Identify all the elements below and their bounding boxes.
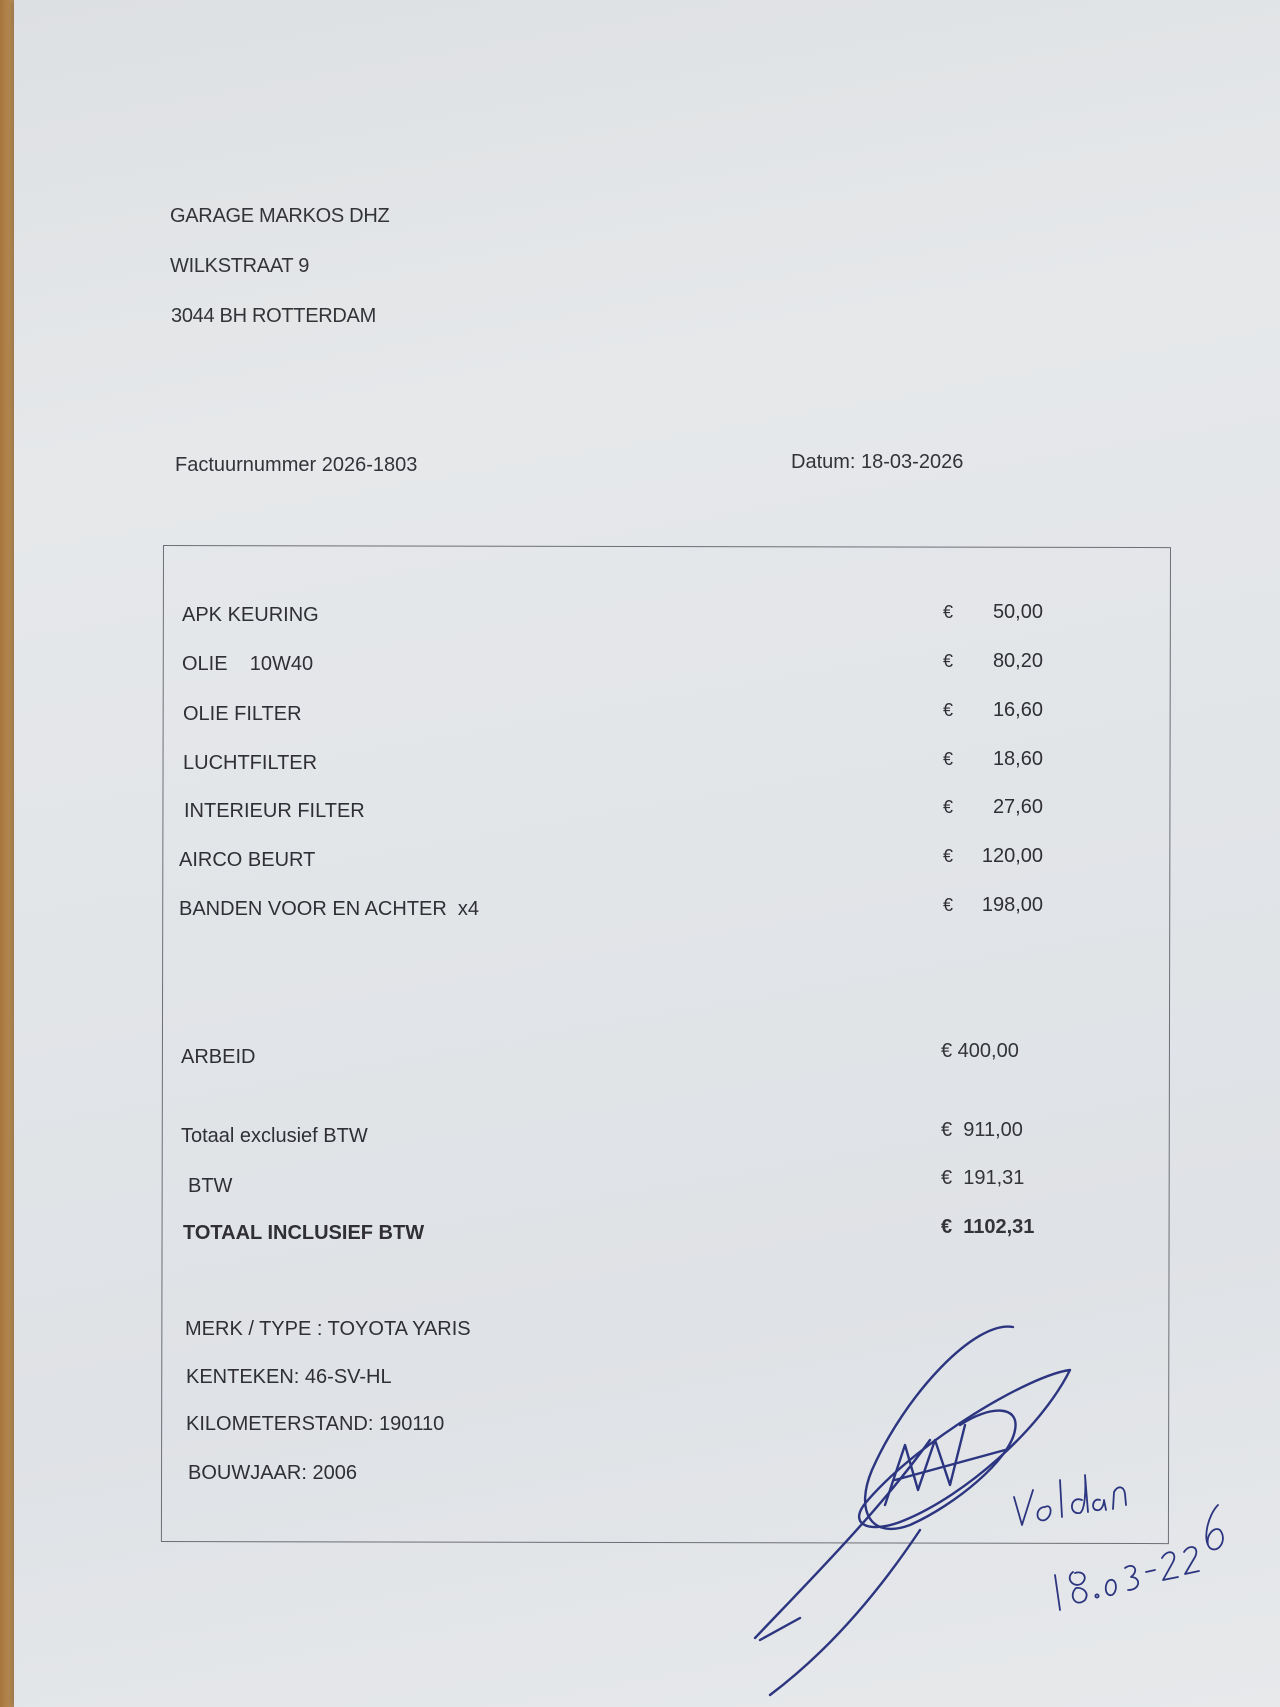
btw-value: € 191,31 <box>941 1167 1025 1189</box>
invoice-items-box <box>161 545 1171 1544</box>
total-excl-value: € 911,00 <box>941 1119 1023 1141</box>
item-amount: 80,20 <box>992 650 1043 672</box>
item-currency: € <box>943 651 954 671</box>
vehicle-mileage: KILOMETERSTAND: 190110 <box>186 1413 445 1435</box>
item-label: OLIE 10W40 <box>182 653 314 675</box>
item-amount: 198,00 <box>981 894 1043 916</box>
item-currency: € <box>943 749 954 769</box>
item-amount: 18,60 <box>992 748 1043 770</box>
labor-label: ARBEID <box>181 1046 256 1068</box>
total-incl-label: TOTAAL INCLUSIEF BTW <box>183 1222 425 1244</box>
labor-value: € 400,00 <box>941 1040 1019 1062</box>
item-label: INTERIEUR FILTER <box>184 800 365 822</box>
total-excl-label: Totaal exclusief BTW <box>181 1125 368 1147</box>
item-currency: € <box>943 797 954 817</box>
btw-label: BTW <box>188 1175 233 1197</box>
item-currency: € <box>943 700 954 720</box>
item-label: LUCHTFILTER <box>183 752 318 774</box>
item-label: OLIE FILTER <box>183 703 302 725</box>
item-label: BANDEN VOOR EN ACHTER x4 <box>179 898 480 920</box>
vehicle-make-type: MERK / TYPE : TOYOTA YARIS <box>185 1318 471 1340</box>
total-incl-value: € 1102,31 <box>941 1216 1035 1238</box>
vehicle-plate: KENTEKEN: 46-SV-HL <box>186 1366 392 1388</box>
item-label: APK KEURING <box>182 604 319 626</box>
item-amount: 50,00 <box>992 601 1043 623</box>
item-currency: € <box>943 602 954 622</box>
item-label: AIRCO BEURT <box>179 849 316 871</box>
item-currency: € <box>943 846 954 866</box>
company-name: GARAGE MARKOS DHZ <box>170 205 390 227</box>
item-currency: € <box>943 895 954 915</box>
item-amount: 120,00 <box>981 845 1043 867</box>
company-city: 3044 BH ROTTERDAM <box>171 305 376 327</box>
invoice-date: Datum: 18-03-2026 <box>791 451 964 473</box>
item-amount: 27,60 <box>992 796 1043 818</box>
item-amount: 16,60 <box>992 699 1043 721</box>
invoice-number: Factuurnummer 2026-1803 <box>175 454 418 476</box>
vehicle-year: BOUWJAAR: 2006 <box>188 1462 357 1484</box>
company-street: WILKSTRAAT 9 <box>170 255 310 277</box>
